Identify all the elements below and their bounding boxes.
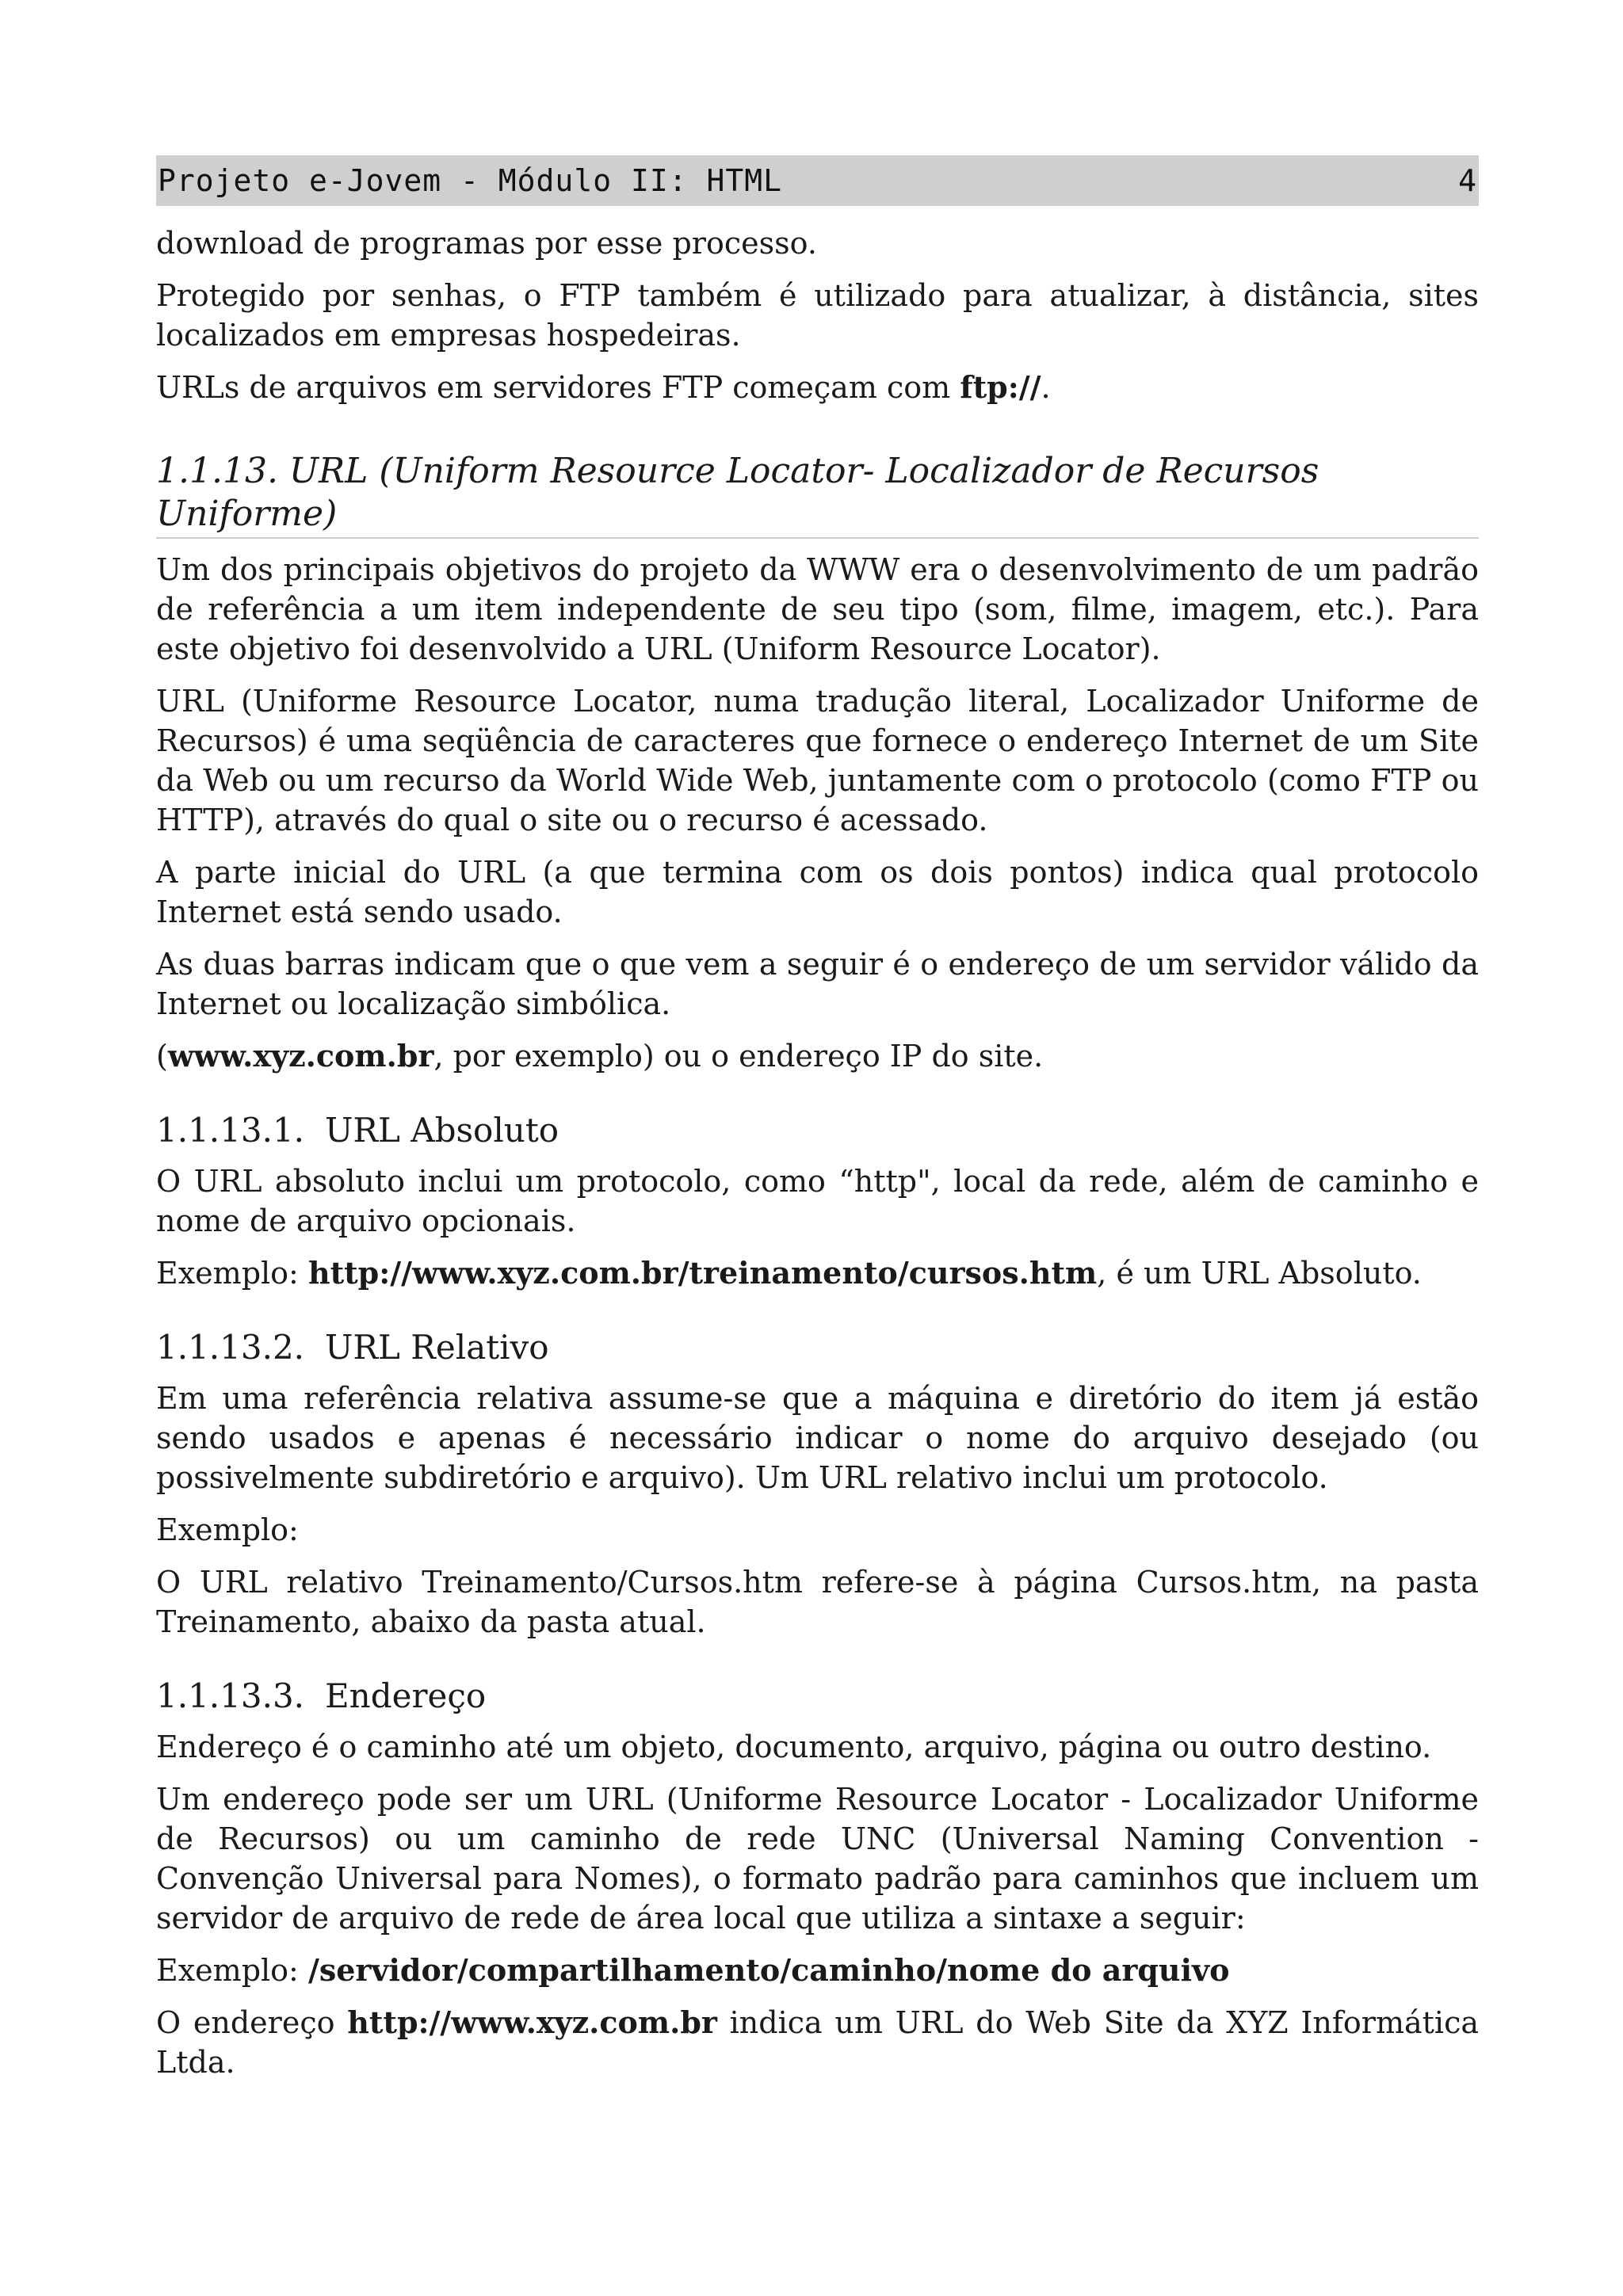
subsection-heading-absolute (156, 1109, 1479, 1152)
text-run: O endereço (156, 2005, 348, 2040)
relative-paragraph-3: O URL relativo Treinamento/Cursos.htm refere-se à página Cursos.htm, na pasta Treinamento, abaixo da pasta atual. (156, 1565, 1479, 1639)
url-paragraph-3: A parte inicial do URL (a que termina com os dois pontos) indica qual protocolo Internet está sendo usado. (156, 855, 1508, 929)
address-paragraph-4 (156, 2003, 1479, 2082)
address-paragraph-1: Endereço é o caminho até um objeto, documento, arquivo, página ou outro destino. (156, 1730, 1432, 1764)
text-run: ( (156, 1039, 168, 1074)
text-run: Exemplo: (156, 1256, 308, 1291)
subsection-heading-relative (156, 1326, 1479, 1369)
subsection-number: 1.1.13.1. (156, 1111, 305, 1150)
subsection-number: 1.1.13.2. (156, 1328, 305, 1367)
address-paragraph-2: Um endereço pode ser um URL (Uniforme Resource Locator - Localizador Uniforme de Recursos) ou um caminho de rede UNC (Universal Naming Convention - Convenção Universal para Nomes), o formato padrão para caminhos que incluem um servidor de arquivo de rede de área local que utiliza a sintaxe a seguir: (156, 1782, 1479, 1936)
subsection-number: 1.1.13.3. (156, 1676, 305, 1715)
intro-paragraph-1: download de programas por esse processo. (156, 226, 817, 261)
bold-text: www.xyz.com.br (167, 1038, 434, 1074)
bold-text: /servidor/compartilhamento/caminho/nome do arquivo (307, 1952, 1230, 1988)
absolute-paragraph-1: O URL absoluto inclui um protocolo, como “http", local da rede, além de caminho e nome de arquivo opcionais. (156, 1164, 1479, 1238)
intro-paragraph-3 (156, 368, 1479, 407)
running-header (156, 155, 1479, 206)
section-heading-url: 1.1.13. URL (Uniform Resource Locator- Localizador de Recursos Uniforme) (156, 450, 1479, 539)
bold-text: http://www.xyz.com.br (347, 2004, 717, 2040)
text-run: URLs de arquivos em servidores FTP começam com (156, 370, 960, 405)
text-run: , por exemplo) ou o endereço IP do site. (433, 1039, 1044, 1074)
subsection-title: Endereço (325, 1676, 487, 1715)
subsection-heading-address (156, 1675, 1479, 1718)
subsection-title: URL Relativo (325, 1328, 549, 1367)
document-page (156, 155, 1508, 2095)
bold-text: http://www.xyz.com.br/treinamento/cursos.htm (307, 1255, 1098, 1291)
subsection-title: URL Absoluto (325, 1111, 559, 1150)
bold-text: ftp:// (960, 369, 1041, 405)
address-paragraph-3 (156, 1951, 1479, 1990)
url-paragraph-5 (156, 1036, 1479, 1076)
relative-paragraph-2: Exemplo: (156, 1512, 299, 1547)
url-paragraph-4: As duas barras indicam que o que vem a seguir é o endereço de um servidor válido da Internet ou localização simbólica. (156, 947, 1479, 1021)
text-run: Exemplo: (156, 1953, 308, 1988)
text-run: . (1041, 370, 1051, 405)
text-run: indica um URL do Web Site da XYZ Informática Ltda. (156, 2005, 1480, 2080)
text-run: , é um URL Absoluto. (1097, 1256, 1422, 1291)
header-title: Projeto e-Jovem - Módulo II: HTML (158, 163, 782, 198)
url-paragraph-2: URL (Uniforme Resource Locator, numa tradução literal, Localizador Uniforme de Recursos) é uma seqüência de caracteres que fornece o endereço Internet de um Site da Web ou um recurso da World Wide Web, juntamente com o protocolo (como FTP ou HTTP), através do qual o site ou o recurso é acessado. (156, 684, 1479, 837)
relative-paragraph-1: Em uma referência relativa assume-se que a máquina e diretório do item já estão sendo usados e apenas é necessário indicar o nome do arquivo desejado (ou possivelmente subdiretório e arquivo). Um URL relativo inclui um protocolo. (156, 1381, 1479, 1495)
absolute-paragraph-2 (156, 1253, 1479, 1293)
url-paragraph-1: Um dos principais objetivos do projeto da WWW era o desenvolvimento de um padrão de referência a um item independente de seu tipo (som, filme, imagem, etc.). Para este objetivo foi desenvolvido a URL (Uniform Resource Locator). (156, 552, 1479, 666)
intro-paragraph-2: Protegido por senhas, o FTP também é utilizado para atualizar, à distância, sites localizados em empresas hospedeiras. (156, 278, 1479, 353)
page-number: 4 (1458, 163, 1477, 198)
